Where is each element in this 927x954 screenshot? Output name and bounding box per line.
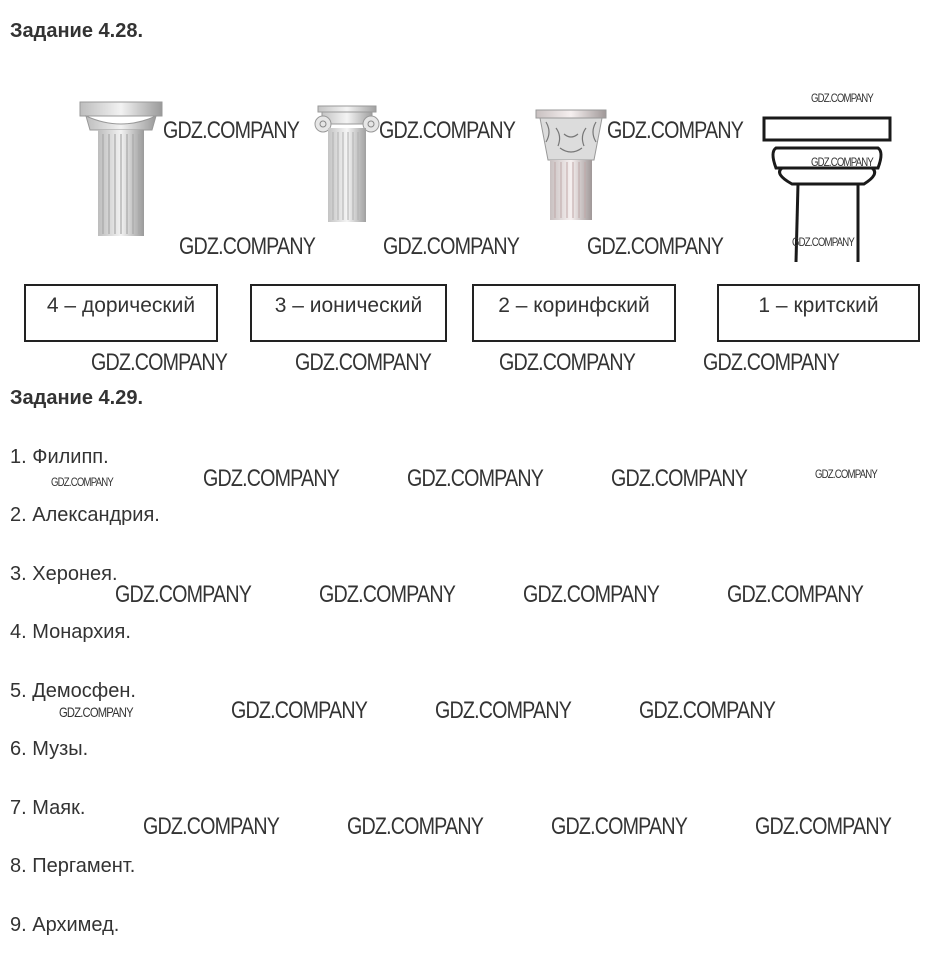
label-ionic: 3 – ионический <box>250 284 447 342</box>
watermark: GDZ.COMPANY <box>383 233 520 260</box>
watermark: GDZ.COMPANY <box>727 581 864 608</box>
label-corinthian: 2 – коринфский <box>472 284 676 342</box>
watermark: GDZ.COMPANY <box>607 117 744 144</box>
answer-9: 9. Архимед. <box>10 914 120 936</box>
watermark: GDZ.COMPANY <box>347 813 484 840</box>
watermark: GDZ.COMPANY <box>179 233 316 260</box>
watermark: GDZ.COMPANY <box>611 465 748 492</box>
label-doric: 4 – дорический <box>24 284 218 342</box>
watermark: GDZ.COMPANY <box>811 155 873 169</box>
watermark: GDZ.COMPANY <box>203 465 340 492</box>
task-429-title: Задание 4.29. <box>10 387 144 409</box>
watermark: GDZ.COMPANY <box>815 467 877 481</box>
answer-8: 8. Пергамент. <box>10 855 136 877</box>
answer-3: 3. Херонея. <box>10 563 118 585</box>
watermark: GDZ.COMPANY <box>587 233 724 260</box>
watermark: GDZ.COMPANY <box>639 697 776 724</box>
watermark: GDZ.COMPANY <box>523 581 660 608</box>
watermark: GDZ.COMPANY <box>59 704 133 720</box>
ionic-column-image <box>314 104 380 222</box>
watermark: GDZ.COMPANY <box>551 813 688 840</box>
watermark: GDZ.COMPANY <box>51 475 113 489</box>
watermark: GDZ.COMPANY <box>499 349 636 376</box>
watermark: GDZ.COMPANY <box>115 581 252 608</box>
watermark: GDZ.COMPANY <box>91 349 228 376</box>
watermark: GDZ.COMPANY <box>379 117 516 144</box>
answer-4: 4. Монархия. <box>10 621 131 643</box>
watermark: GDZ.COMPANY <box>231 697 368 724</box>
watermark: GDZ.COMPANY <box>755 813 892 840</box>
answer-6: 6. Музы. <box>10 738 89 760</box>
watermark: GDZ.COMPANY <box>295 349 432 376</box>
answer-1: 1. Филипп. <box>10 446 109 468</box>
task-428-title: Задание 4.28. <box>10 20 144 42</box>
watermark: GDZ.COMPANY <box>319 581 456 608</box>
answer-7: 7. Маяк. <box>10 797 86 819</box>
watermark: GDZ.COMPANY <box>435 697 572 724</box>
watermark: GDZ.COMPANY <box>407 465 544 492</box>
answer-2: 2. Александрия. <box>10 504 160 526</box>
corinthian-column-image <box>534 108 608 220</box>
watermark: GDZ.COMPANY <box>163 117 300 144</box>
doric-column-image <box>78 100 164 236</box>
watermark: GDZ.COMPANY <box>792 235 854 249</box>
label-cretan: 1 – критский <box>717 284 920 342</box>
watermark: GDZ.COMPANY <box>811 91 873 105</box>
answer-5: 5. Демосфен. <box>10 680 136 702</box>
watermark: GDZ.COMPANY <box>143 813 280 840</box>
watermark: GDZ.COMPANY <box>703 349 840 376</box>
